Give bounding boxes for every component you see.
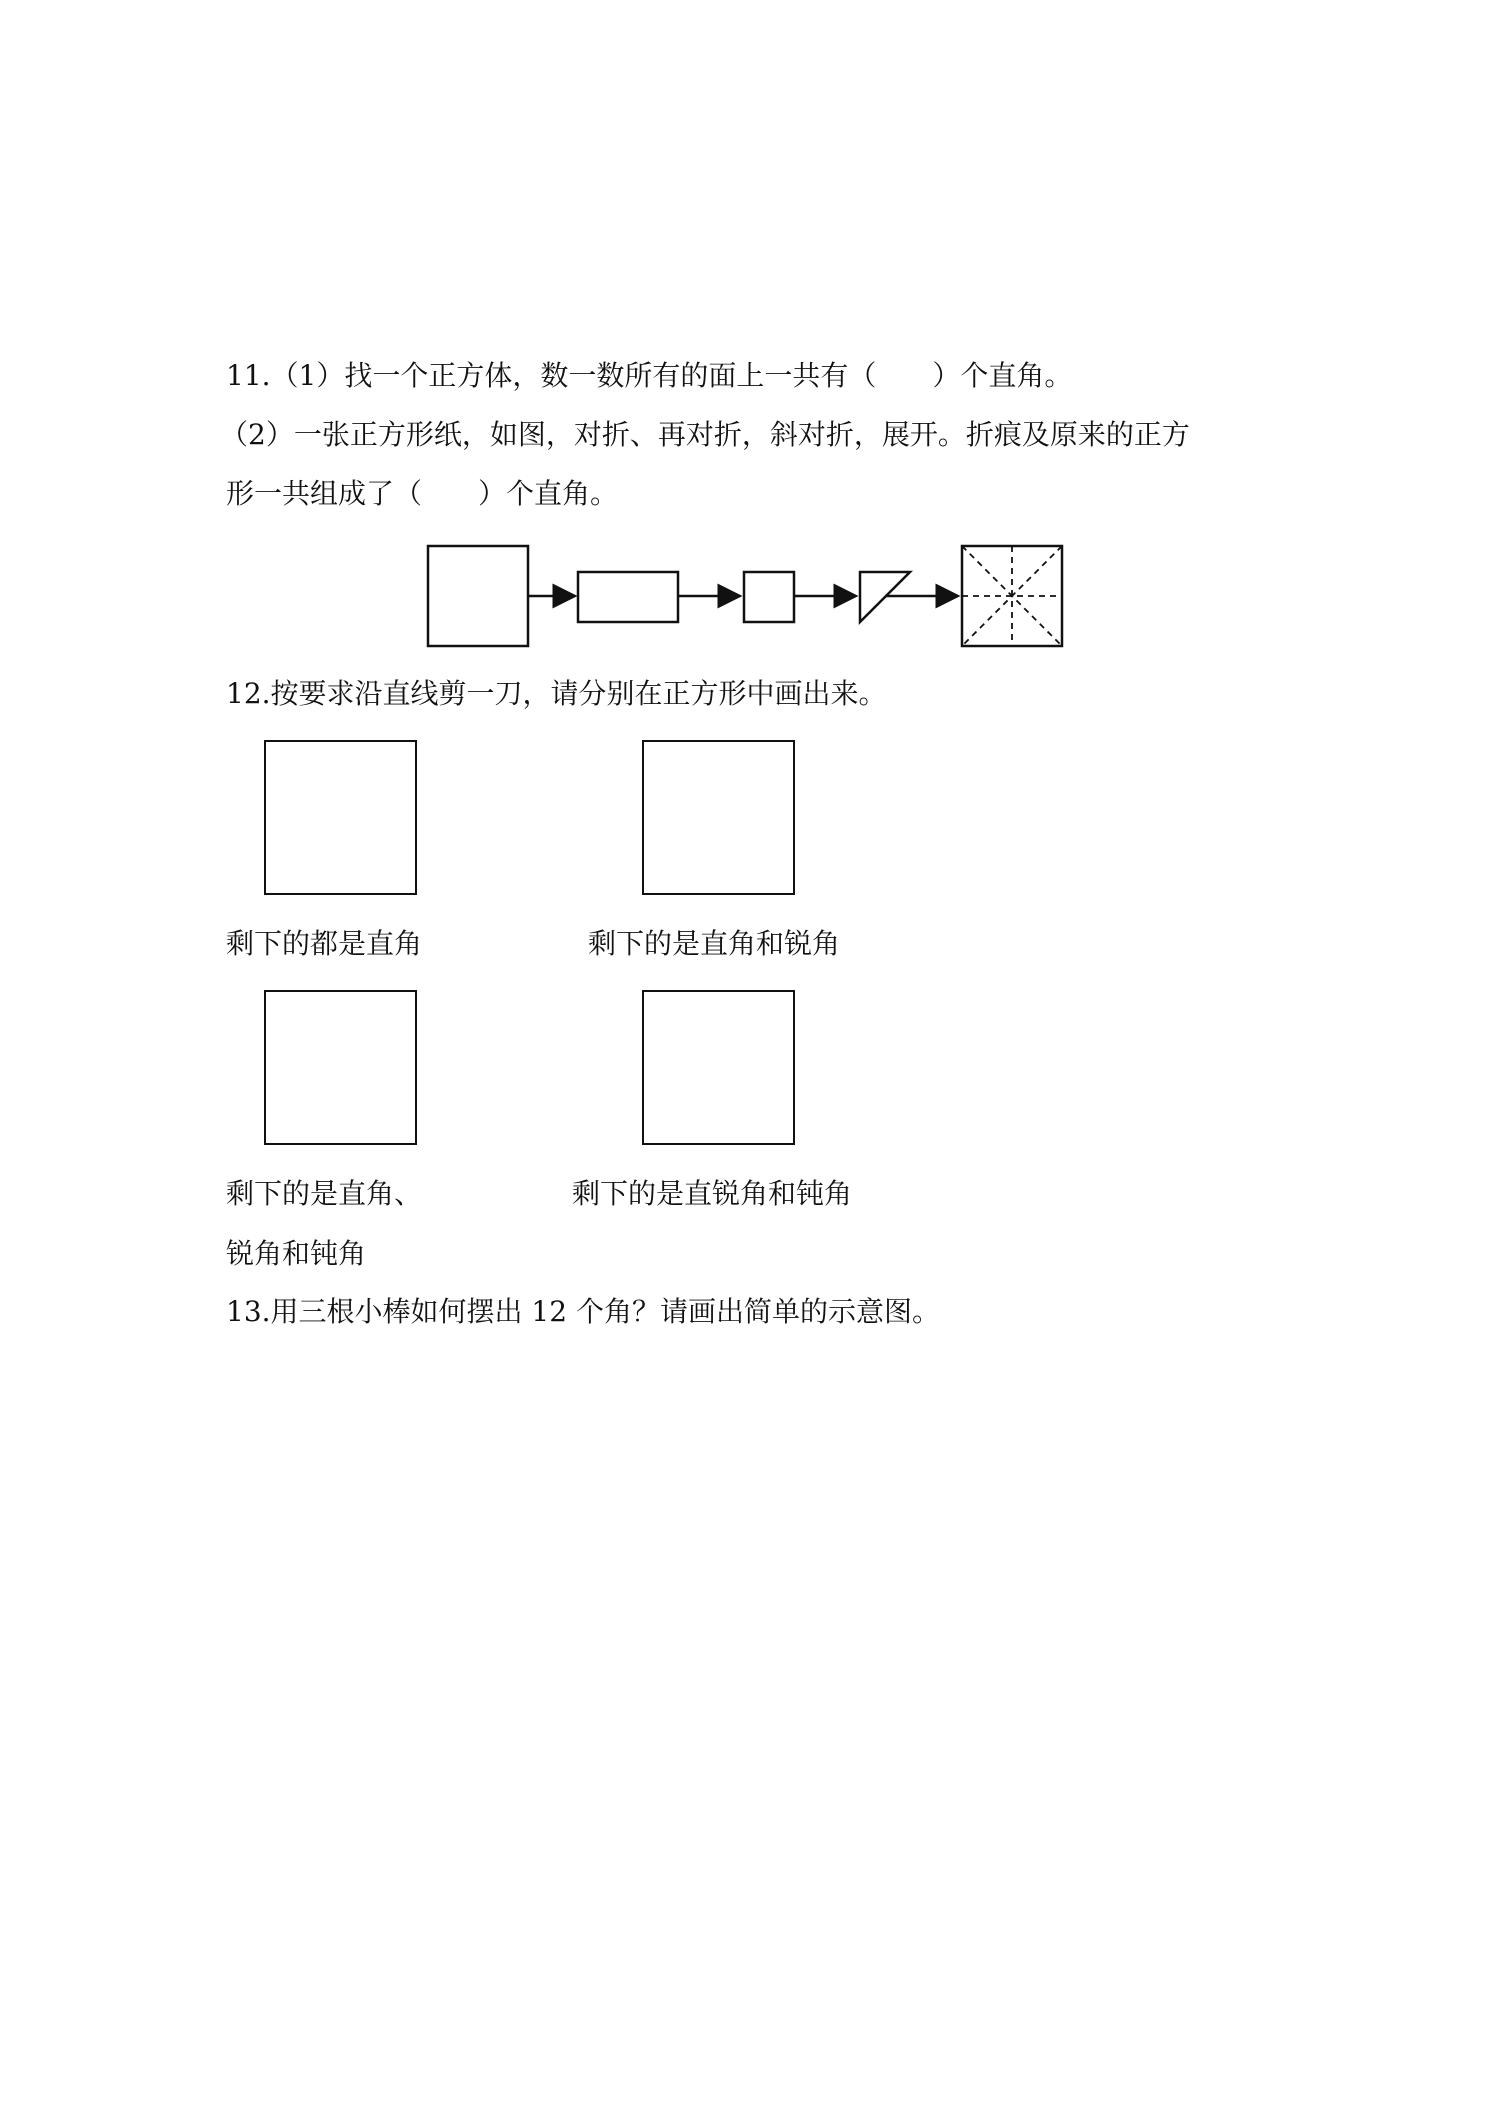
question-13-prompt: 13.用三根小棒如何摆出 12 个角？请画出简单的示意图。 <box>226 1295 940 1328</box>
caption-square-1: 剩下的都是直角 <box>226 927 423 960</box>
cut-square-1[interactable] <box>264 740 417 895</box>
caption-square-4: 剩下的是直锐角和钝角 <box>572 1177 853 1210</box>
fold-crease-lines <box>962 546 1062 646</box>
fold-step-square <box>428 546 528 646</box>
cut-square-3[interactable] <box>264 990 417 1145</box>
caption-square-2: 剩下的是直角和锐角 <box>588 927 841 960</box>
caption-square-3-line-1: 剩下的是直角、 <box>226 1177 423 1210</box>
cut-square-4[interactable] <box>642 990 795 1145</box>
question-11-part-1: 11.（1）找一个正方体，数一数所有的面上一共有（ ）个直角。 <box>226 359 1073 392</box>
cut-square-2[interactable] <box>642 740 795 895</box>
question-11-part-2-line-2: 形一共组成了（ ）个直角。 <box>226 477 619 510</box>
folding-diagram <box>420 540 1070 652</box>
caption-square-3-line-2: 锐角和钝角 <box>226 1237 367 1270</box>
fold-step-small-square <box>744 572 794 622</box>
question-12-prompt: 12.按要求沿直线剪一刀，请分别在正方形中画出来。 <box>226 677 887 710</box>
fold-step-rectangle <box>578 572 678 622</box>
question-11-part-2-line-1: （2）一张正方形纸，如图，对折、再对折，斜对折，展开。折痕及原来的正方 <box>220 418 1190 451</box>
